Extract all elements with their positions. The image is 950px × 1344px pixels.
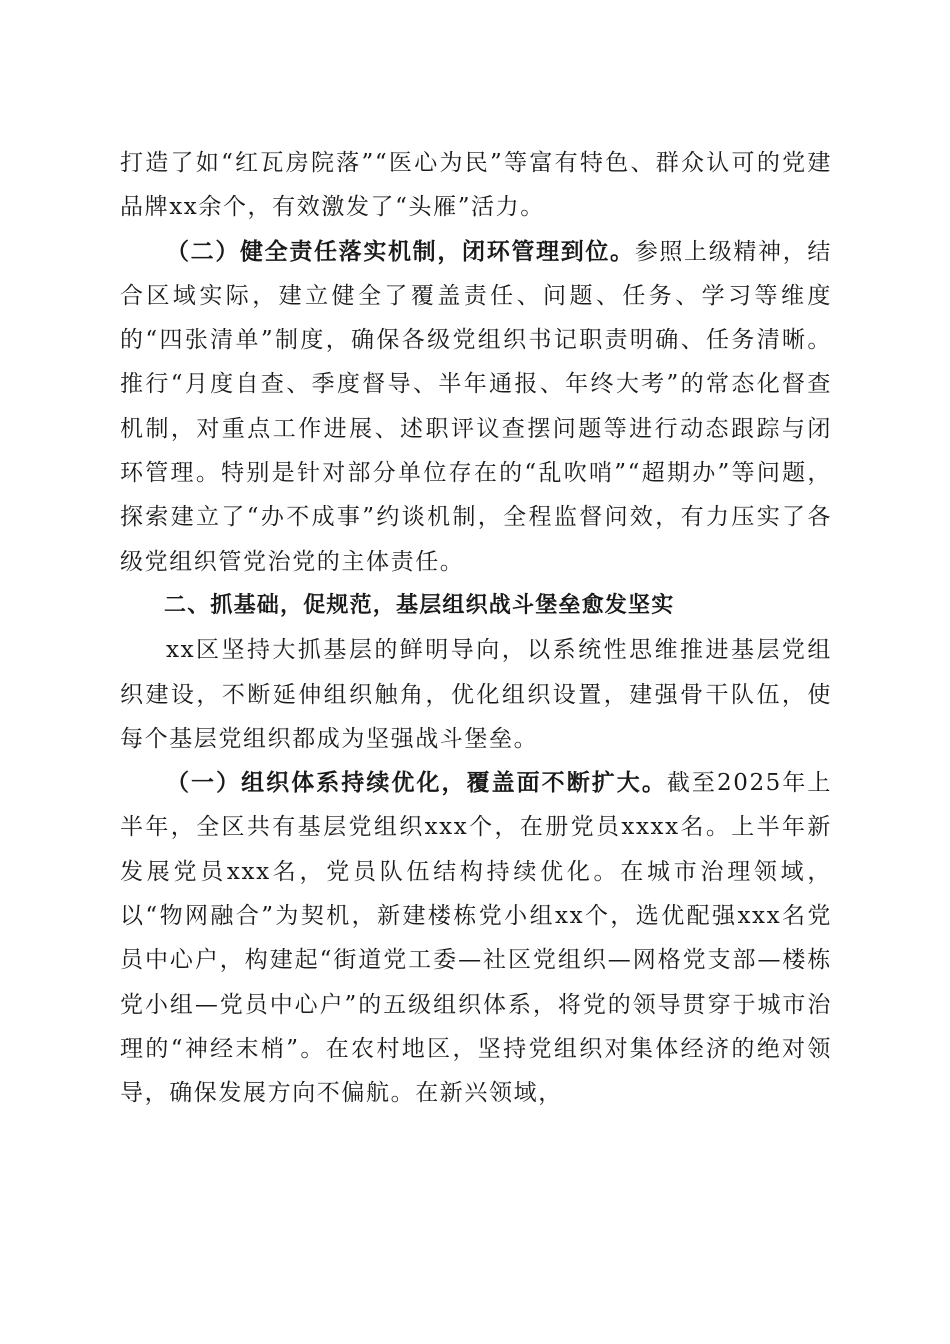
paragraph-text: 截至2025年上半年，全区共有基层党组织xxx个，在册党员xxxx名。上半年新发展党员xxx名，党员队伍结构持续优化。在城市治理领域，以“物网融合”为契机，新建楼栋党小组xx个，选优配强xxx名党员中心户，构建起“街道党工委—社区党组织—网格党支部—楼栋党小组—党员中心户”的五级组织体系，将党的领导贯穿于城市治理的“神经末梢”。在农村地区，坚持党组织对集体经济的绝对领导，确保发展方向不偏航。在新兴领域， — [120, 770, 832, 1107]
subsection-heading: （一）组织体系持续优化，覆盖面不断扩大。 — [166, 769, 667, 797]
paragraph-continuation — [120, 141, 832, 230]
document-body — [120, 141, 832, 1116]
section-heading: 二、抓基础，促规范，基层组织战斗堡垒愈发坚实 — [164, 592, 675, 618]
paragraph-text: xx区坚持大抓基层的鲜明导向，以系统性思维推进基层党组织建设，不断延伸组织触角，优化组织设置，建强骨干队伍，使每个基层党组织都成为坚强战斗堡垒。 — [120, 637, 832, 752]
paragraph-section-intro — [120, 628, 832, 761]
paragraph-text: 参照上级精神，结合区域实际，建立健全了覆盖责任、问题、任务、学习等维度的“四张清单”制度，确保各级党组织书记职责明确、任务清晰。推行“月度自查、季度督导、半年通报、年终大考”的常态化督查机制，对重点工作进展、述职评议查摆问题等进行动态跟踪与闭环管理。特别是针对部分单位存在的“乱吹哨”“超期办”等问题，探索建立了“办不成事”约谈机制，全程监督问效，有力压实了各级党组织管党治党的主体责任。 — [120, 238, 832, 575]
paragraph-organization-system — [120, 761, 832, 1115]
paragraph-text: 打造了如“红瓦房院落”“医心为民”等富有特色、群众认可的党建品牌xx余个，有效激发了“头雁”活力。 — [120, 150, 832, 221]
paragraph-responsibility-mechanism — [120, 230, 832, 584]
subsection-heading: （二）健全责任落实机制，闭环管理到位。 — [166, 237, 635, 265]
